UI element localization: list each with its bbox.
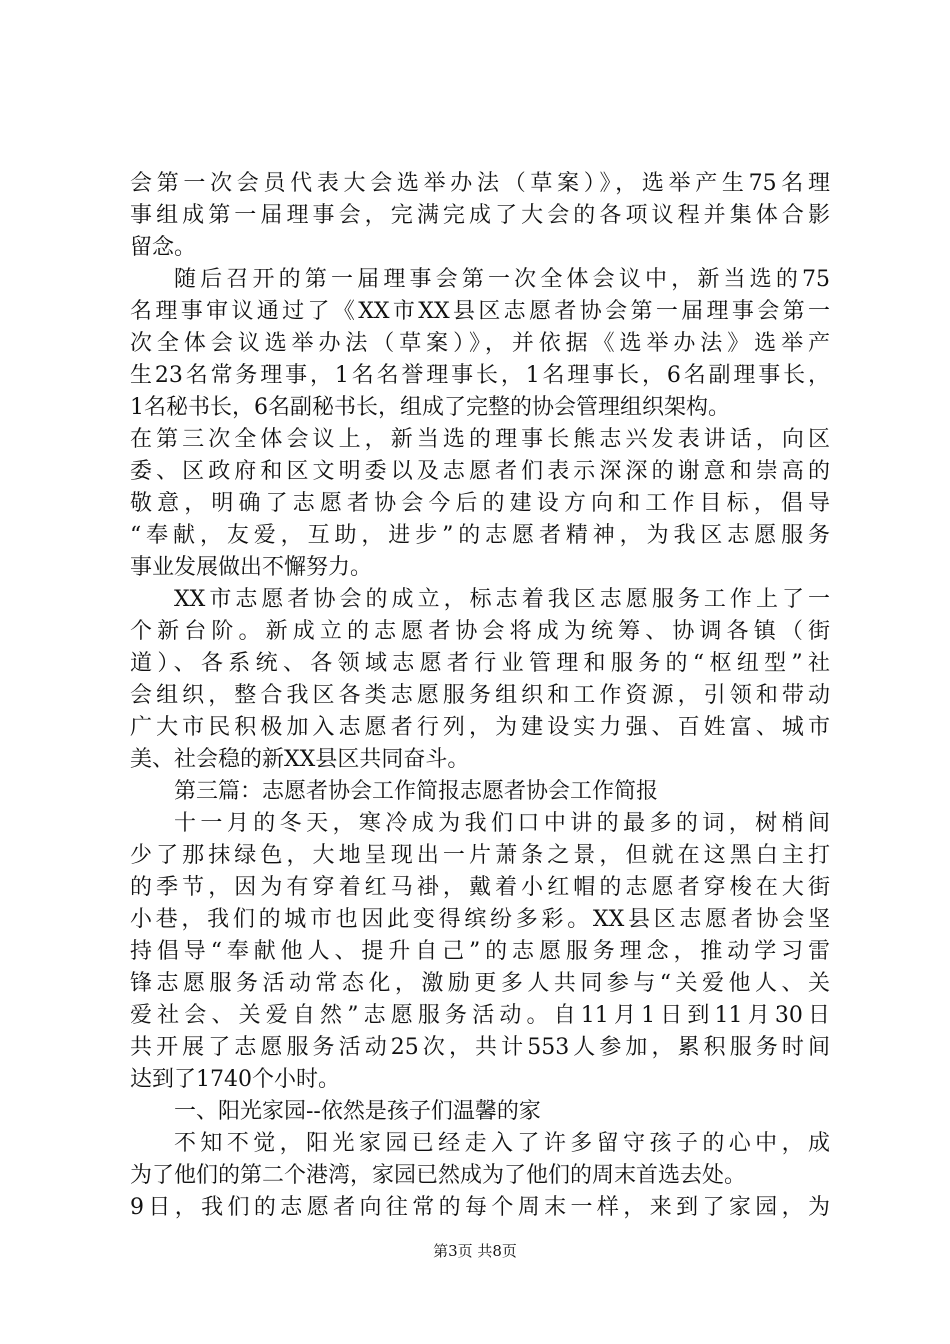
section-heading: 第三篇：志愿者协会工作简报志愿者协会工作简报 <box>174 779 659 804</box>
paragraph-start-line: XX市志愿者协会的成立，标志着我区志愿服务工作上了一 <box>174 587 830 612</box>
text-line: 达到了1740个小时。 <box>130 1067 340 1092</box>
text-line: 生23名常务理事，1名名誉理事长，1名理事长，6名副理事长， <box>130 363 830 388</box>
text-line: 委、区政府和区文明委以及志愿者们表示深深的谢意和崇高的 <box>130 459 830 484</box>
text-line: 共开展了志愿服务活动25次，共计553人参加，累积服务时间 <box>130 1035 830 1060</box>
text-line: 锋志愿服务活动常态化，激励更多人共同参与“关爱他人、关 <box>130 971 830 996</box>
text-line: 次全体会议选举办法（草案）》，并依据《选举办法》选举产 <box>130 331 830 356</box>
text-line: 广大市民积极加入志愿者行列，为建设实力强、百姓富、城市 <box>130 715 830 740</box>
text-line: “奉献，友爱，互助，进步”的志愿者精神，为我区志愿服务 <box>130 523 830 548</box>
paragraph-start-line: 随后召开的第一届理事会第一次全体会议中，新当选的75 <box>174 267 830 292</box>
text-line: 会组织，整合我区各类志愿服务组织和工作资源，引领和带动 <box>130 683 830 708</box>
paragraph-start-line: 不知不觉，阳光家园已经走入了许多留守孩子的心中，成 <box>174 1131 830 1156</box>
document-body <box>130 168 830 1224</box>
text-line: 美、社会稳的新XX县区共同奋斗。 <box>130 747 470 772</box>
text-line: 9日，我们的志愿者向往常的每个周末一样，来到了家园，为 <box>130 1195 830 1220</box>
text-line: 持倡导“奉献他人、提升自己”的志愿服务理念，推动学习雷 <box>130 939 830 964</box>
text-line: 事组成第一届理事会，完满完成了大会的各项议程并集体合影 <box>130 203 830 228</box>
text-line: 留念。 <box>130 235 197 260</box>
text-line: 事业发展做出不懈努力。 <box>130 555 373 580</box>
text-line: 在第三次全体会议上，新当选的理事长熊志兴发表讲话，向区 <box>130 427 830 452</box>
text-line: 为了他们的第二个港湾，家园已然成为了他们的周末首选去处。 <box>130 1163 747 1188</box>
text-line: 会第一次会员代表大会选举办法（草案）》，选举产生75名理 <box>130 171 830 196</box>
text-line: 1名秘书长，6名副秘书长，组成了完整的协会管理组织架构。 <box>130 395 730 420</box>
text-line: 名理事审议通过了《XX市XX县区志愿者协会第一届理事会第一 <box>130 299 830 324</box>
text-line: 爱社会、关爱自然”志愿服务活动。自11月1日到11月30日 <box>130 1003 830 1028</box>
text-line: 道）、各系统、各领域志愿者行业管理和服务的“枢纽型”社 <box>130 651 830 676</box>
text-line: 敬意，明确了志愿者协会今后的建设方向和工作目标，倡导 <box>130 491 830 516</box>
paragraph-start-line: 十一月的冬天，寒冷成为我们口中讲的最多的词，树梢间 <box>174 811 830 836</box>
text-line: 的季节，因为有穿着红马褂，戴着小红帽的志愿者穿梭在大街 <box>130 875 830 900</box>
text-line: 小巷，我们的城市也因此变得缤纷多彩。XX县区志愿者协会坚 <box>130 907 830 932</box>
page-number-footer: 第3页 共8页 <box>433 1242 517 1260</box>
text-line: 个新台阶。新成立的志愿者协会将成为统筹、协调各镇（街 <box>130 619 830 644</box>
text-line: 少了那抹绿色，大地呈现出一片萧条之景，但就在这黑白主打 <box>130 843 830 868</box>
subsection-heading: 一、阳光家园--依然是孩子们温馨的家 <box>174 1099 541 1124</box>
